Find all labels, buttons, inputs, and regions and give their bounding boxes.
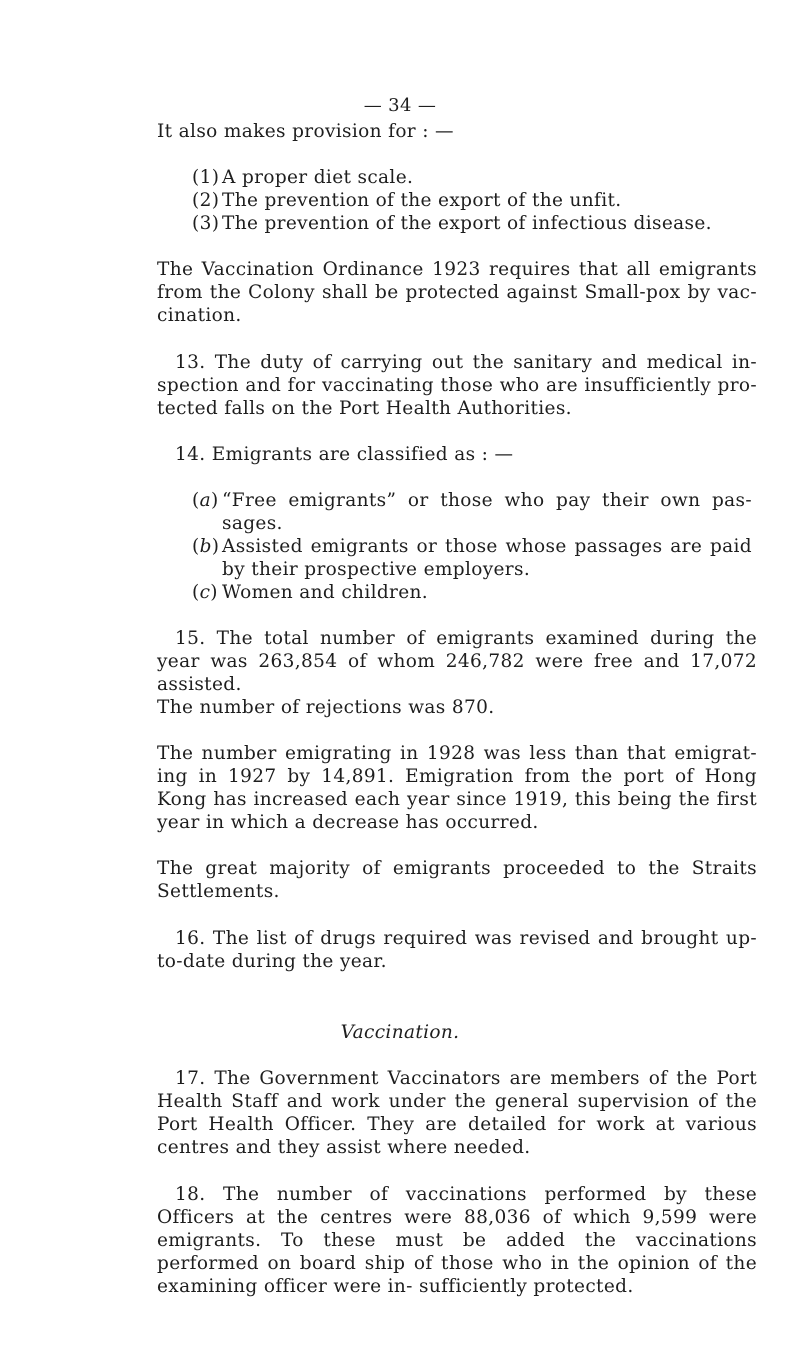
paragraph-17: 17. The Government Vaccinators are members of the Port Health Staff and work under the general supervision of the Port Health Officer. They are detailed for work at various centres and they assist where needed. [157,1068,757,1158]
item-label: (1) [192,167,220,188]
list-item [192,489,752,535]
list-item [192,535,752,581]
paragraph-13: 13. The duty of carrying out the sanitary and medical in- spection and for vaccinating those who are insufficiently pro- tected falls on the Port Health Authorities. [157,352,757,419]
item-label: (2) [192,190,220,211]
list-item [192,189,752,212]
vaccination-ordinance-paragraph: The Vaccination Ordinance 1923 requires that all emigrants from the Colony shall be protected against Small-pox by vac- cination. [157,259,757,326]
emigrating-1928-paragraph: The number emigrating in 1928 was less than that emigrat- ing in 1927 by 14,891. Emigration from the port of Hong Kong has increased each year since 1919, this being the first year in which a decrease has occurred. [157,743,757,833]
intro-line: It also makes provision for : — [157,121,454,142]
section-heading-vaccination: Vaccination. [340,1022,460,1043]
provisions-list [192,166,752,235]
paragraph-14-intro: 14. Emigrants are classified as : — [175,444,514,465]
item-text: A proper diet scale. [222,167,414,188]
item-label: (c) [192,582,218,603]
list-item [192,581,752,604]
list-item [192,212,752,235]
straits-paragraph: The great majority of emigrants proceeded to the Straits Settlements. [157,858,757,902]
rejections-paragraph: The number of rejections was 870. [157,697,495,718]
item-text: The prevention of the export of infectious disease. [222,213,712,234]
paragraph-15: 15. The total number of emigrants examined during the year was 263,854 of whom 246,782 were free and 17,072 assisted. [157,628,757,695]
item-text: The prevention of the export of the unfit. [222,190,622,211]
paragraph-16: 16. The list of drugs required was revised and brought up- to-date during the year. [157,928,757,972]
item-text: Women and children. [222,582,429,603]
item-label: (3) [192,213,220,234]
item-label: (b) [192,536,220,557]
item-text: Assisted emigrants or those whose passages are paid by their prospective employers. [222,536,752,580]
paragraph-18: 18. The number of vaccinations performed by these Officers at the centres were 88,036 of which 9,599 were emigrants. To these must be added the vaccinations performed on board ship of those who in the opinion of the examining officer were in- sufficiently protected. [157,1184,757,1297]
list-item [192,166,752,189]
item-text: “Free emigrants” or those who pay their own pas- sages. [222,490,752,534]
item-label: (a) [192,490,219,511]
emigrant-classes-list [192,489,752,604]
page-number: — 34 — [363,95,437,116]
